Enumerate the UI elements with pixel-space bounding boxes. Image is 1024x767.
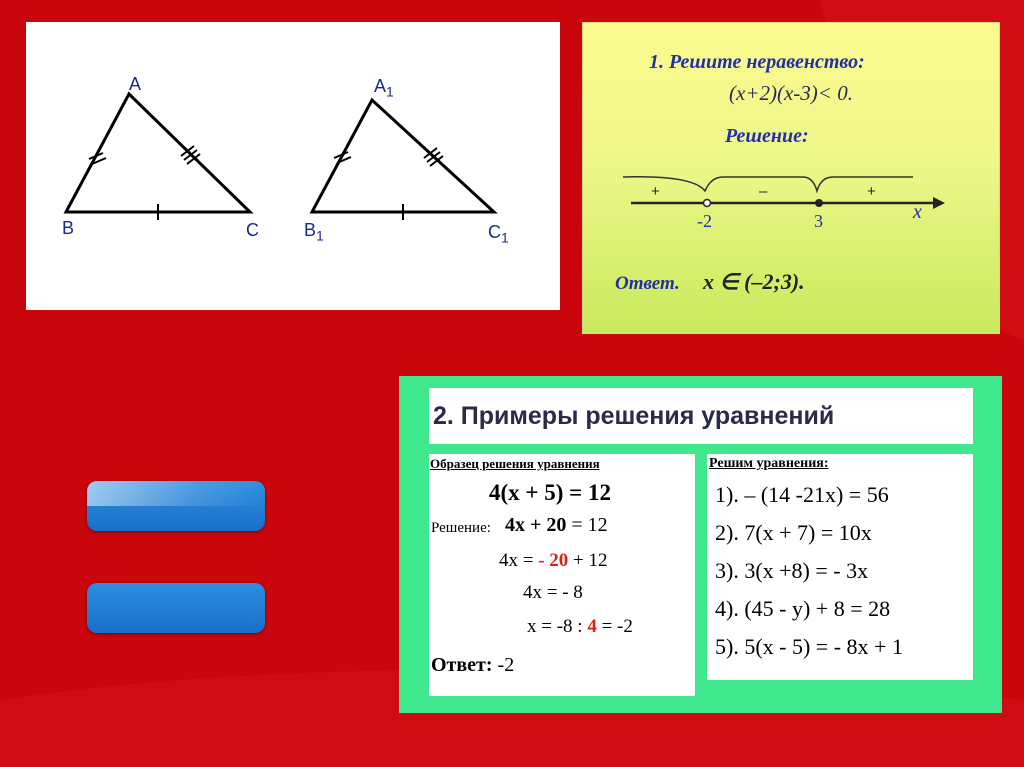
equation-item-5: 5). 5(x - 5) = - 8x + 1 <box>715 634 903 659</box>
inequality-heading: 1. Решите неравенство: <box>649 51 865 73</box>
equations-title: 2. Примеры решения уравнений <box>433 402 835 430</box>
point-label-minus-2: -2 <box>697 211 712 231</box>
answer-value: x ∈ (–2;3). <box>703 269 805 294</box>
sample-answer: Ответ: -2 <box>431 654 515 676</box>
blue-button-top[interactable] <box>87 481 265 531</box>
point-label-3: 3 <box>814 211 823 231</box>
sample-step-4: x = -8 : 4 = -2 <box>527 616 633 637</box>
inequality-expression: (x+2)(x-3)< 0. <box>729 81 853 105</box>
equations-title-box <box>429 388 973 444</box>
vertex-b1: $B_1$ <box>304 220 324 244</box>
number-line <box>583 169 1001 259</box>
equation-item-3: 3). 3(x +8) = - 3x <box>715 558 869 583</box>
equation-item-2: 2). 7(x + 7) = 10x <box>715 520 872 545</box>
equations-to-solve-box <box>707 454 973 680</box>
solution-label: Решение: <box>725 125 809 147</box>
sample-heading: Образец решения уравнения <box>430 456 600 471</box>
blue-button-bottom[interactable] <box>87 583 265 633</box>
equation-item-1: 1). – (14 -21x) = 56 <box>715 482 889 507</box>
vertex-a1: $A_1$ <box>374 76 394 100</box>
sample-step-1: 4x + 20 = 12 <box>505 514 608 536</box>
triangles-diagram <box>26 22 560 310</box>
axis-arrow <box>933 197 945 209</box>
vertex-a: A <box>129 74 142 94</box>
vertex-c1: $C_1$ <box>488 222 509 246</box>
point-3 <box>815 199 823 207</box>
sample-step-3: 4x = - 8 <box>523 582 583 603</box>
sample-solution-box <box>429 454 695 696</box>
sign-3: + <box>867 183 876 200</box>
equations-panel <box>399 376 1002 713</box>
sign-2: – <box>759 183 768 200</box>
open-point-minus-2 <box>704 200 711 207</box>
sign-1: + <box>651 183 660 200</box>
answer-label: Ответ. <box>615 273 680 294</box>
triangle-abc <box>66 94 250 212</box>
triangles-panel <box>26 22 560 310</box>
sample-equation: 4(x + 5) = 12 <box>489 480 612 505</box>
axis-label-x: x <box>913 201 922 223</box>
sample-step-2: 4x = - 20 + 12 <box>499 550 608 571</box>
vertex-c: C <box>246 220 259 240</box>
sample-solution-label: Решение: <box>431 520 491 536</box>
equation-item-4: 4). (45 - y) + 8 = 28 <box>715 596 891 621</box>
vertex-b: B <box>62 218 75 238</box>
solve-heading: Решим уравнения: <box>709 456 829 471</box>
inequality-panel <box>582 22 1000 334</box>
